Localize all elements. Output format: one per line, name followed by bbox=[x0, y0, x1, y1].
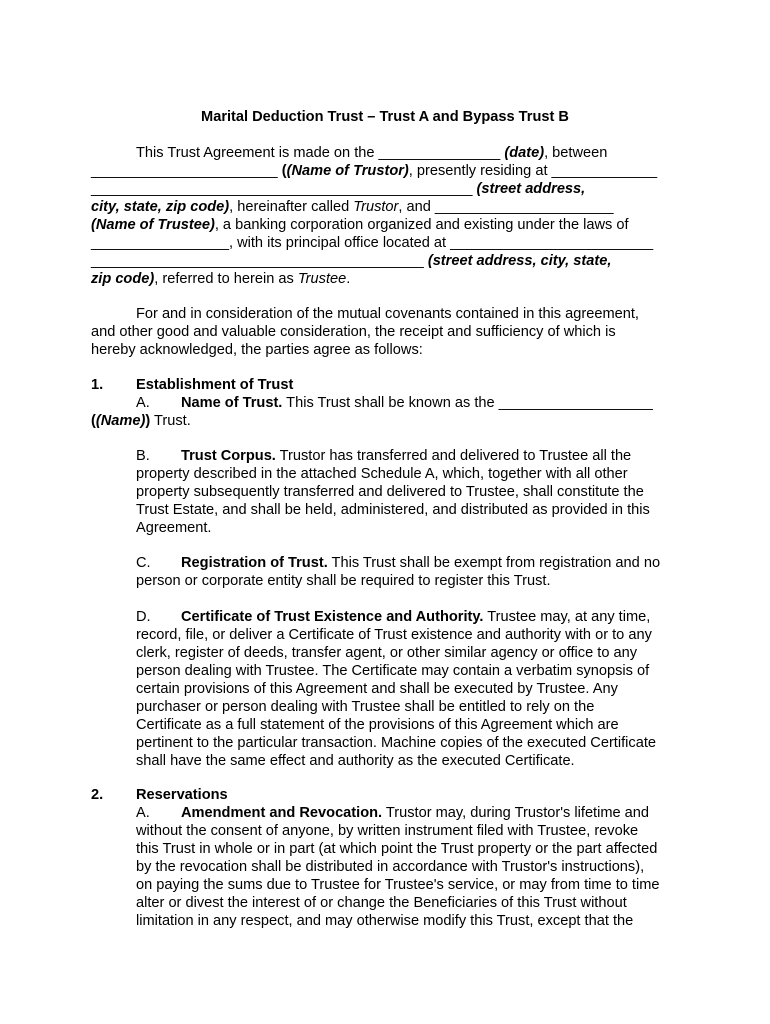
clause-letter: C. bbox=[136, 555, 151, 571]
clause-title: Registration of Trust. bbox=[181, 555, 328, 571]
section-2-heading bbox=[91, 786, 683, 804]
intro-line-3 bbox=[91, 180, 683, 198]
intro-line-7 bbox=[91, 252, 683, 270]
section-1-heading bbox=[91, 376, 683, 394]
clause-1d: D. Certificate of Trust Existence and Authority. Trustee may, at any time, record, file, or deliver a Certificate of Trust existence and authority with or to any clerk, register of deeds, transfer agent, or other similar agency or office to any person dealing with Trustee. The Certificate may contain a verbatim synopsis of certain provisions of this Agreement and shall be executed by Trustee. Any purchaser or person dealing with Trustee shall be entitled to rely on the Certificate as a full statement of the provisions of this Agreement which are pertinent to the particular transaction. Machine copies of the executed Certificate shall have the same effect and authority as the executed Certificate. bbox=[136, 609, 656, 769]
trustee-name-label: (Name of Trustee) bbox=[91, 217, 215, 233]
clause-1b: B. Trust Corpus. Trustor has transferred and delivered to Trustee all the property described in the attached Schedule A, which, together with all other property subsequently transferred and delivered to Trustee, shall constitute the Trust Estate, and shall be held, administered, and distributed as provided in this Agreement. bbox=[136, 448, 650, 536]
intro-line-6 bbox=[91, 234, 683, 252]
intro-text: , referred to herein as bbox=[154, 271, 298, 287]
section-heading: Reservations bbox=[136, 787, 228, 803]
intro-text: _________________, with its principal office located at _________________________ bbox=[91, 235, 654, 251]
clause-title: Amendment and Revocation. bbox=[181, 805, 383, 821]
section-number: 1. bbox=[91, 377, 104, 393]
clause-1c: C. Registration of Trust. This Trust shall be exempt from registration and no person or corporate entity shall be required to register this Trust. bbox=[136, 555, 661, 589]
name-blank-label: (Name) bbox=[95, 413, 146, 429]
intro-paragraph bbox=[91, 144, 683, 288]
clause-letter: D. bbox=[136, 609, 151, 625]
intro-text: , between bbox=[544, 145, 608, 161]
intro-text: , hereinafter called bbox=[229, 199, 354, 215]
trustee-name-blank: , and ______________________ bbox=[398, 199, 614, 215]
intro-text: , a banking corporation organized and existing under the laws of bbox=[214, 217, 629, 233]
section-number: 2. bbox=[91, 787, 104, 803]
intro-line-8: zip code), referred to herein as Trustee. bbox=[91, 271, 351, 287]
trustee-address-blank: _________________________________________ bbox=[91, 253, 428, 269]
trustee-term: Trustee bbox=[297, 271, 347, 287]
city-state-zip-label: city, state, zip code) bbox=[91, 199, 230, 215]
clause-letter: B. bbox=[136, 448, 150, 464]
intro-text: This Trust Agreement is made on the _______________ bbox=[136, 145, 505, 161]
trustor-address-blank: _______________________________________________ bbox=[91, 181, 477, 197]
clause-letter: A. bbox=[136, 395, 150, 411]
street-address-label: (street address, bbox=[476, 181, 586, 197]
zip-code-label: zip code) bbox=[91, 271, 155, 287]
intro-line-4 bbox=[91, 198, 683, 216]
intro-line-1 bbox=[91, 144, 683, 162]
clause-2a: A. Amendment and Revocation. Trustor may, during Trustor's lifetime and without the consent of anyone, by written instrument filed with Trustee, revoke this Trust in whole or in part (at which point the Trust property or the part affected by the revocation shall be distributed in accordance with Trustor's instructions), on paying the sums due to Trustee for Trustee's service, or may from time to time alter or divest the interest of or change the Beneficiaries of this Trust without limitation in any respect, and may otherwise modify this Trust, except that the bbox=[136, 805, 660, 929]
trustor-term: Trustor bbox=[353, 199, 399, 215]
street-address-label: (street address, city, state, bbox=[427, 253, 612, 269]
clause-title: Name of Trust. bbox=[181, 395, 283, 411]
intro-line-5 bbox=[91, 216, 683, 234]
trustor-name-label: (Name of Trustor) bbox=[286, 163, 409, 179]
clause-letter: A. bbox=[136, 805, 150, 821]
intro-text: , presently residing at _____________ bbox=[408, 163, 658, 179]
clause-title: Certificate of Trust Existence and Authority. bbox=[181, 609, 484, 625]
document-title: Marital Deduction Trust – Trust A and Bypass Trust B bbox=[201, 109, 569, 125]
trustor-name-blank: _______________________ bbox=[91, 163, 282, 179]
date-blank-label: (date) bbox=[504, 145, 545, 161]
clause-title: Trust Corpus. bbox=[181, 448, 276, 464]
intro-line-2: _______________________ ((Name of Trustor), presently residing at _____________ bbox=[91, 163, 658, 179]
clause-1a: A. Name of Trust. This Trust shall be known as the ___________________ ((Name)) Trust. bbox=[91, 395, 653, 429]
consideration-paragraph: For and in consideration of the mutual covenants contained in this agreement, and other good and valuable consideration, the receipt and sufficiency of which is hereby acknowledged, the parties agree as follows: bbox=[91, 306, 639, 358]
section-heading: Establishment of Trust bbox=[136, 377, 294, 393]
